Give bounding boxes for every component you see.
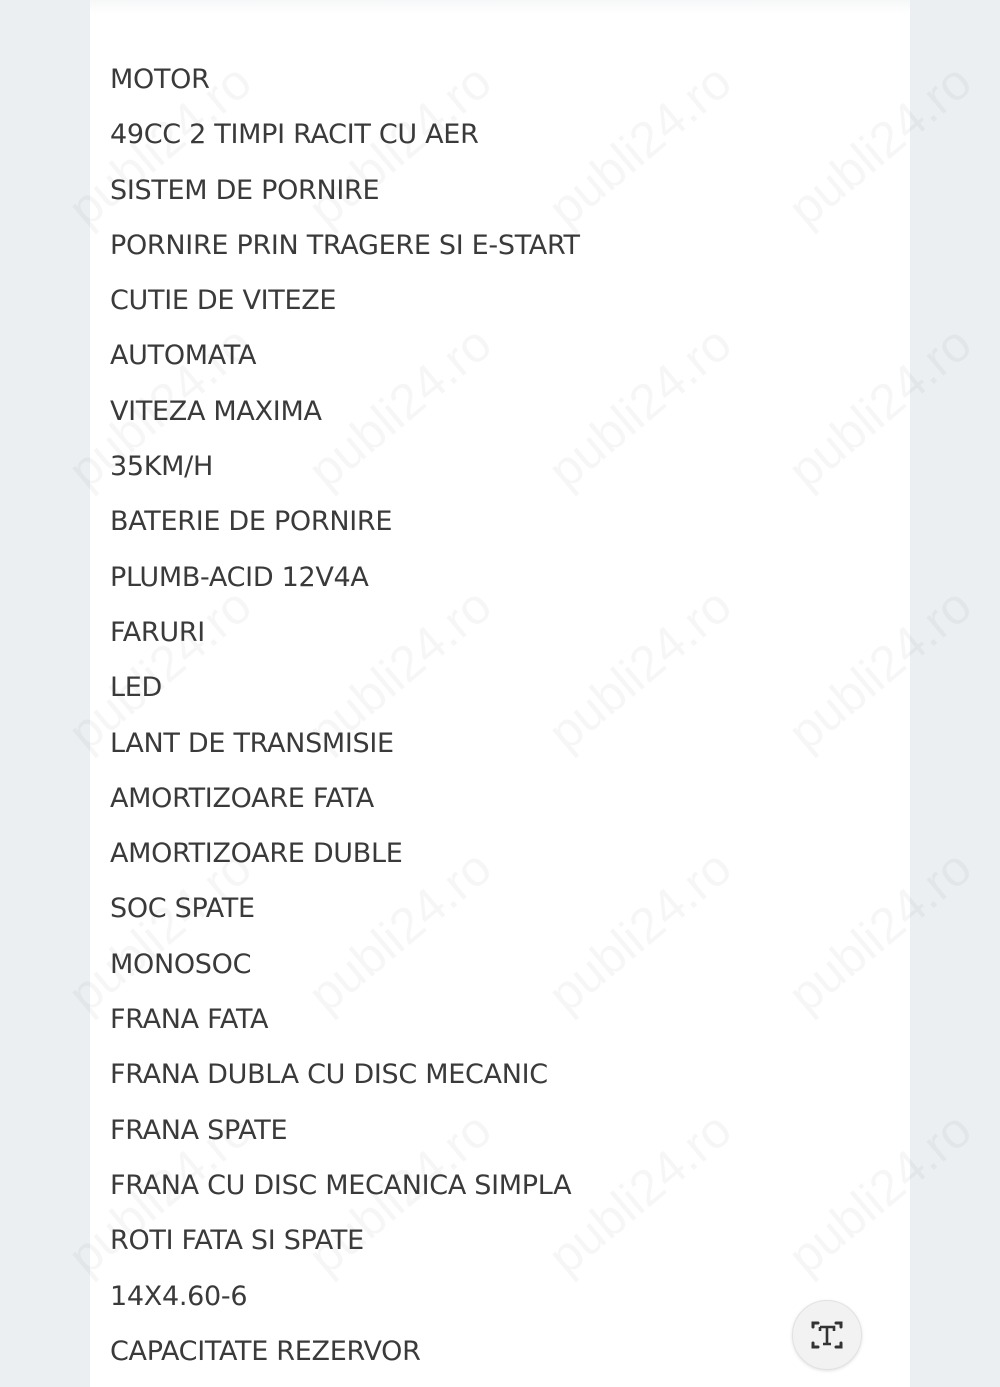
spec-line: 35KM/H (110, 451, 213, 483)
spec-line: BATERIE DE PORNIRE (110, 506, 393, 538)
spec-line: MONOSOC (110, 948, 252, 980)
spec-line: FRANA FATA (110, 1004, 269, 1036)
spec-line: LANT DE TRANSMISIE (110, 727, 394, 759)
spec-line: FRANA DUBLA CU DISC MECANIC (110, 1059, 548, 1091)
spec-line: FRANA CU DISC MECANICA SIMPLA (110, 1169, 572, 1201)
spec-line: MOTOR (110, 64, 210, 95)
spec-line: AUTOMATA (110, 340, 257, 372)
spec-line: CAPACITATE REZERVOR (110, 1335, 421, 1367)
top-shadow (90, 0, 910, 14)
spec-line: 49CC 2 TIMPI RACIT CU AER (110, 119, 479, 151)
text-scan-icon (807, 1315, 847, 1355)
spec-line: SOC SPATE (110, 893, 255, 925)
spec-line: CUTIE DE VITEZE (110, 285, 337, 317)
spec-line: PORNIRE PRIN TRAGERE SI E-START (110, 229, 580, 261)
spec-line: ROTI FATA SI SPATE (110, 1225, 364, 1257)
spec-line: AMORTIZOARE FATA (110, 782, 374, 814)
spec-line: 14X4.60-6 (110, 1280, 248, 1312)
spec-line: SISTEM DE PORNIRE (110, 174, 380, 206)
spec-line: PLUMB-ACID 12V4A (110, 561, 369, 593)
spec-line: VITEZA MAXIMA (110, 395, 322, 427)
spec-list (110, 52, 580, 1379)
text-scan-button[interactable] (792, 1300, 862, 1370)
spec-line: FARURI (110, 616, 205, 648)
spec-line: LED (110, 672, 162, 704)
spec-line: AMORTIZOARE DUBLE (110, 838, 403, 870)
spec-line: FRANA SPATE (110, 1114, 288, 1146)
